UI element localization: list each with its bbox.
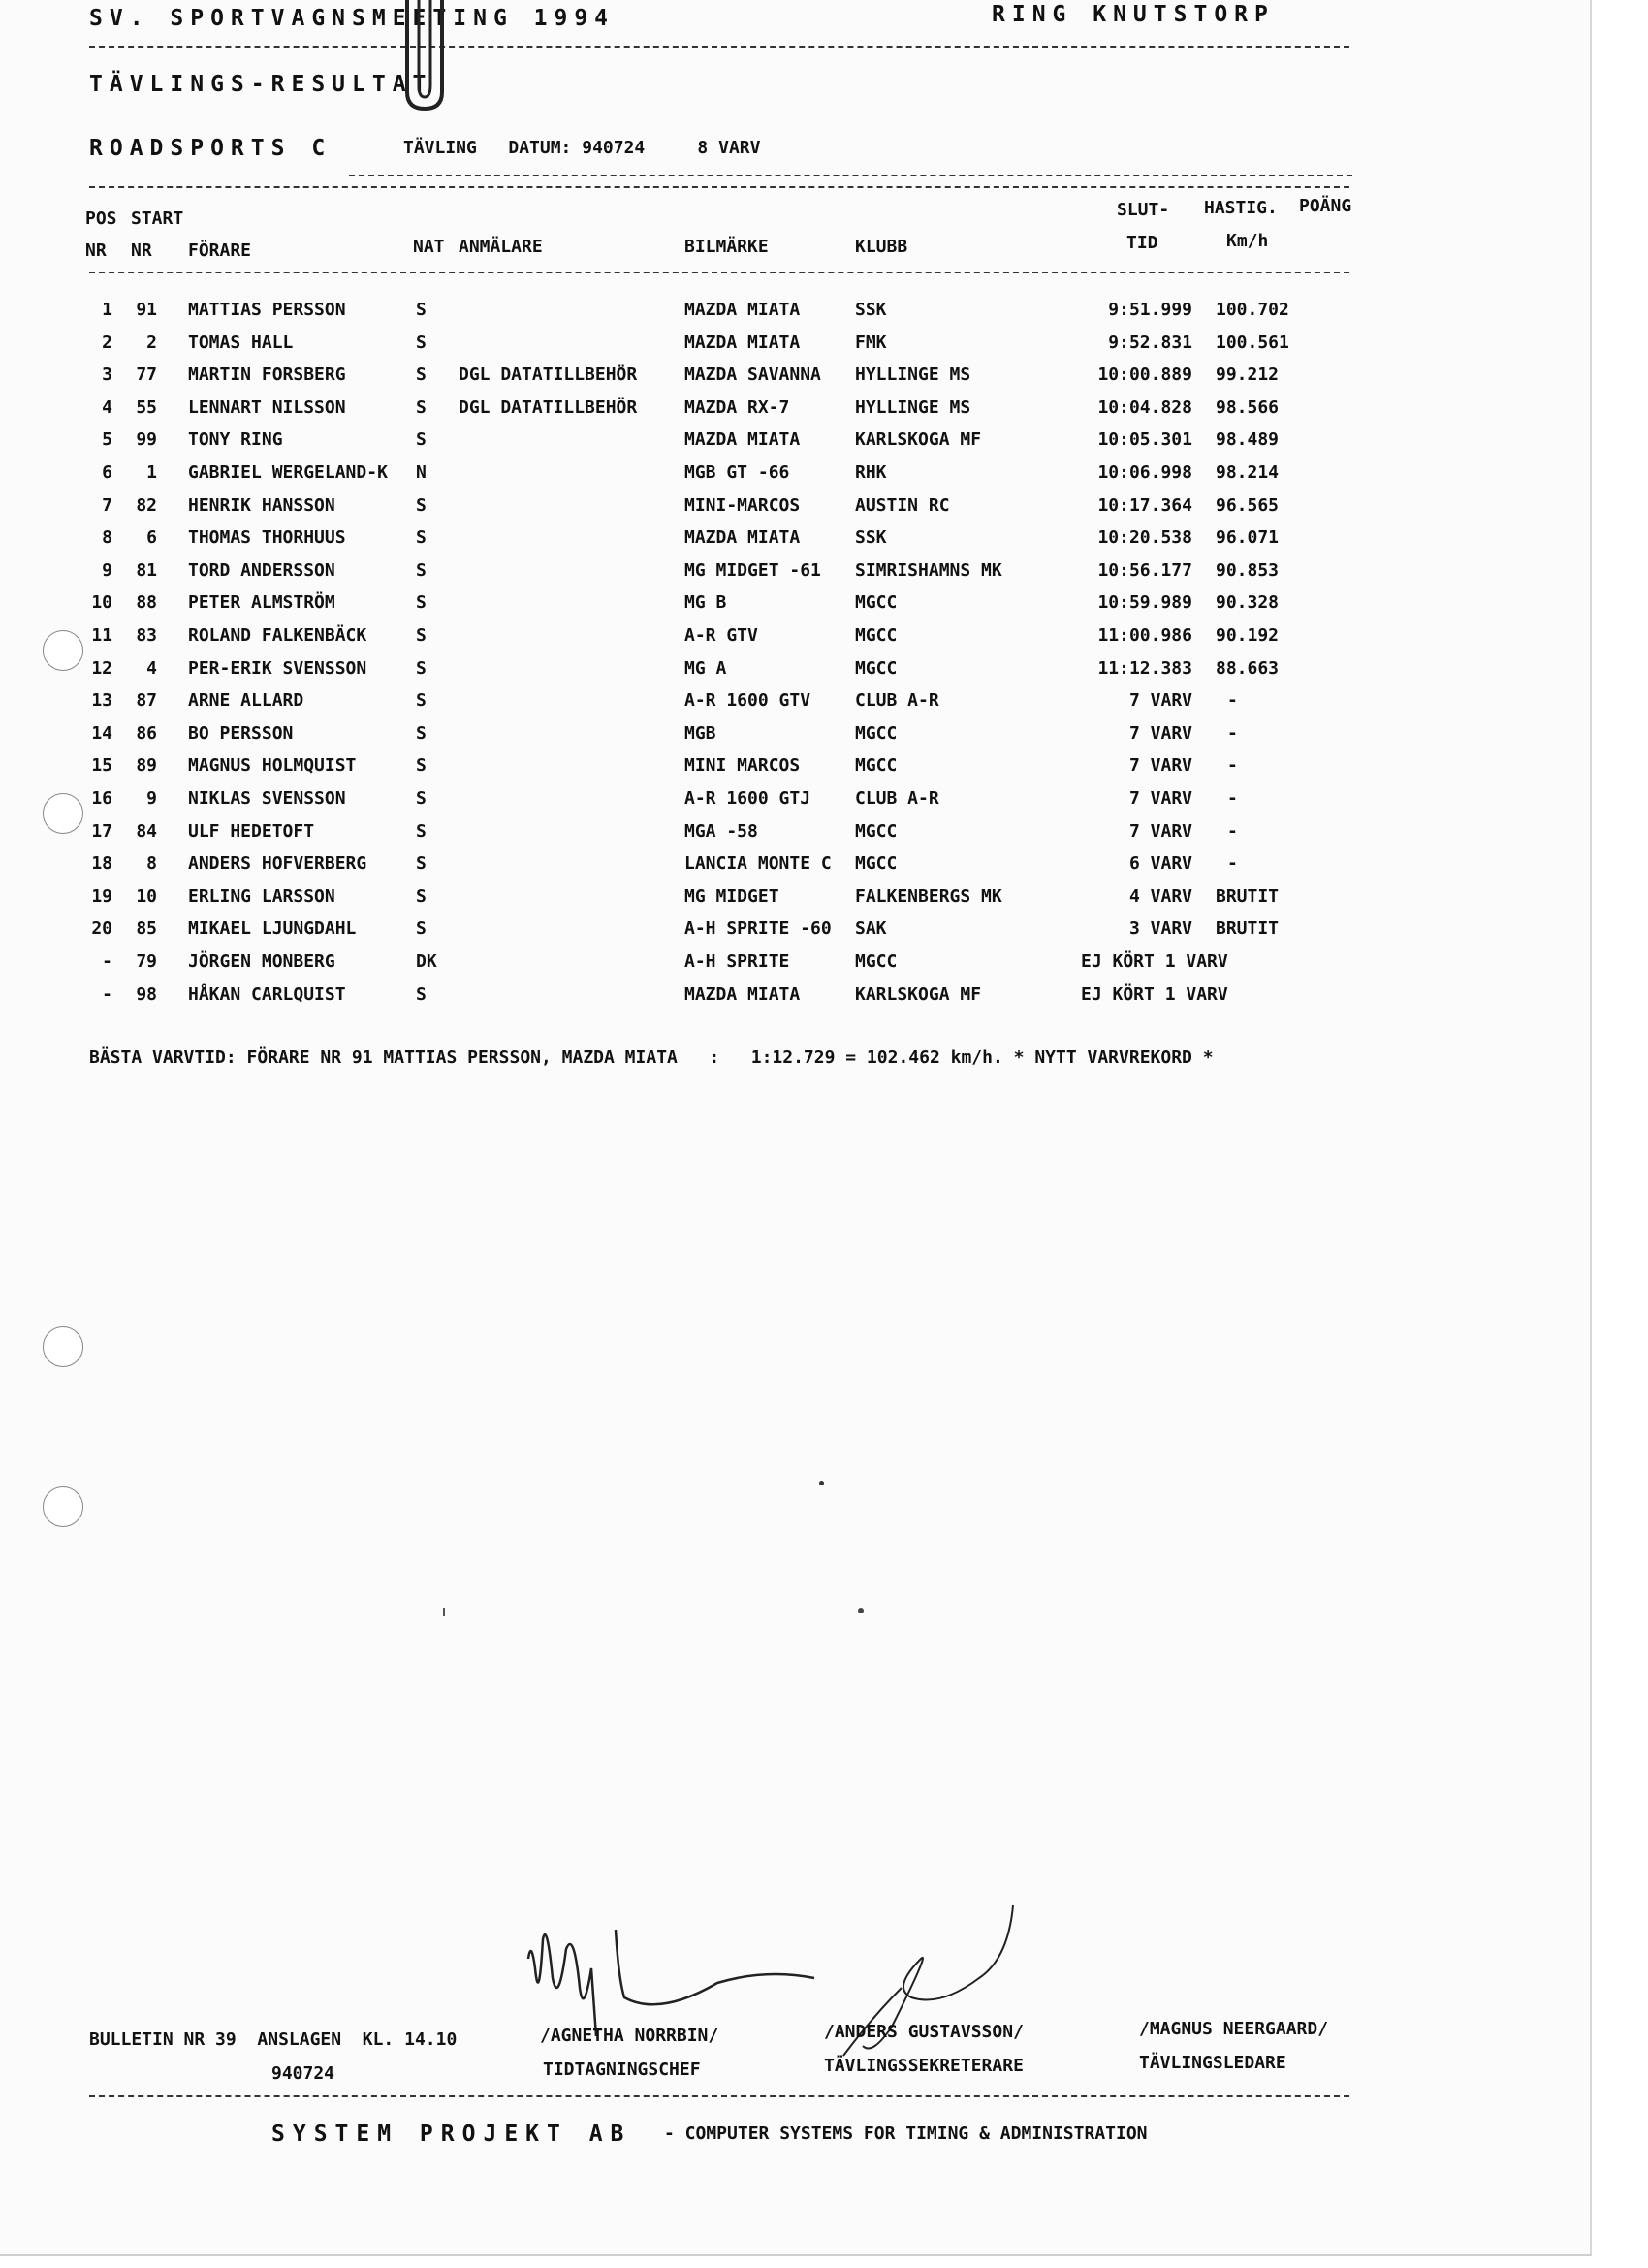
cell-pos: 5 [102, 430, 112, 451]
col-driver: FÖRARE [188, 240, 252, 261]
cell-pos: - [102, 951, 112, 972]
cell-driver: TONY RING [188, 430, 283, 451]
event-title: SV. SPORTVAGNSMEETING 1994 [89, 6, 616, 31]
cell-start: 8 [146, 853, 157, 875]
cell-speed: BRUTIT [1216, 918, 1280, 940]
cell-pos: 10 [91, 592, 112, 614]
signatory-2-title: TÄVLINGSSEKRETERARE [824, 2056, 1024, 2076]
cell-pos: 12 [91, 657, 112, 679]
cell-car: MG B [684, 592, 727, 614]
cell-nat: S [416, 495, 427, 516]
cell-car: MGA -58 [684, 820, 758, 842]
cell-pos: 8 [102, 527, 112, 549]
col-time-top: SLUT- [1117, 200, 1170, 220]
cell-driver: THOMAS THORHUUS [188, 527, 346, 549]
cell-time: 4 VARV [1128, 885, 1192, 907]
table-row [0, 788, 1454, 819]
cell-club: MGCC [855, 625, 898, 646]
cell-pos: 1 [102, 300, 112, 320]
cell-start: 77 [136, 365, 157, 386]
cell-speed: 98.214 [1216, 463, 1280, 483]
cell-start: 85 [136, 918, 157, 940]
speck [858, 1608, 864, 1613]
table-row [0, 495, 1454, 527]
cell-start: 10 [136, 885, 157, 907]
cell-club: KARLSKOGA MF [855, 983, 982, 1005]
cell-time: 10:04.828 [1097, 397, 1192, 418]
cell-club: FMK [855, 332, 887, 353]
col-start-top: START [131, 208, 184, 229]
cell-driver: ULF HEDETOFT [188, 820, 315, 842]
cell-time: 7 VARV [1128, 755, 1192, 777]
table-row [0, 690, 1454, 721]
cell-time: 10:20.538 [1097, 527, 1192, 549]
cell-driver: MIKAEL LJUNGDAHL [188, 918, 357, 940]
divider [89, 186, 1349, 188]
table-row [0, 755, 1454, 786]
cell-club: MGCC [855, 853, 898, 875]
cell-time: EJ KÖRT 1 VARV [1081, 983, 1228, 1005]
cell-speed: 98.489 [1216, 430, 1280, 451]
cell-club: CLUB A-R [855, 690, 939, 712]
col-pos-top: POS [85, 208, 117, 229]
cell-nat: S [416, 755, 427, 777]
cell-driver: MAGNUS HOLMQUIST [188, 755, 357, 777]
cell-speed: 96.071 [1216, 527, 1280, 549]
table-row [0, 398, 1454, 429]
cell-car: MAZDA MIATA [684, 983, 801, 1005]
cell-club: SAK [855, 918, 887, 940]
cell-speed: - [1227, 853, 1238, 875]
cell-start: 2 [146, 332, 157, 353]
col-entrant: ANMÄLARE [459, 237, 543, 257]
cell-nat: S [416, 983, 427, 1005]
cell-start: 79 [136, 951, 157, 972]
table-row [0, 658, 1454, 689]
table-row [0, 430, 1454, 461]
table-row [0, 951, 1454, 982]
cell-start: 55 [136, 397, 157, 418]
cell-start: 84 [136, 820, 157, 842]
cell-club: MGCC [855, 820, 898, 842]
cell-time: 11:12.383 [1097, 657, 1192, 679]
cell-club: MGCC [855, 657, 898, 679]
table-row [0, 886, 1454, 917]
cell-pos: - [102, 983, 112, 1005]
company-tagline: - COMPUTER SYSTEMS FOR TIMING & ADMINISTRATION [664, 2124, 1148, 2144]
cell-start: 81 [136, 559, 157, 581]
cell-pos: 17 [91, 820, 112, 842]
table-row [0, 365, 1454, 396]
cell-driver: NIKLAS SVENSSON [188, 788, 346, 809]
signatory-3-name: /MAGNUS NEERGAARD/ [1139, 2019, 1329, 2039]
cell-club: HYLLINGE MS [855, 365, 971, 386]
cell-speed: 90.192 [1216, 625, 1280, 646]
table-row [0, 723, 1454, 754]
cell-speed: - [1227, 755, 1238, 777]
col-points: POÄNG [1299, 196, 1352, 216]
cell-car: A-H SPRITE -60 [684, 918, 832, 940]
cell-nat: S [416, 820, 427, 842]
cell-driver: GABRIEL WERGELAND-K [188, 463, 388, 483]
cell-entrant: DGL DATATILLBEHÖR [459, 365, 638, 386]
cell-speed: - [1227, 820, 1238, 842]
cell-club: CLUB A-R [855, 788, 939, 809]
cell-nat: S [416, 885, 427, 907]
cell-time: 3 VARV [1128, 918, 1192, 940]
cell-car: MAZDA MIATA [684, 527, 801, 549]
cell-car: MAZDA MIATA [684, 430, 801, 451]
cell-start: 83 [136, 625, 157, 646]
cell-time: 10:05.301 [1097, 430, 1192, 451]
col-speed-bottom: Km/h [1226, 231, 1269, 251]
cell-start: 89 [136, 755, 157, 777]
cell-club: KARLSKOGA MF [855, 430, 982, 451]
cell-speed: 90.328 [1216, 592, 1280, 614]
cell-driver: ARNE ALLARD [188, 690, 304, 712]
cell-car: MAZDA MIATA [684, 332, 801, 353]
cell-car: MAZDA MIATA [684, 300, 801, 320]
cell-driver: MATTIAS PERSSON [188, 300, 346, 320]
cell-car: MAZDA SAVANNA [684, 365, 821, 386]
cell-car: MGB GT -66 [684, 463, 790, 483]
cell-time: 9:52.831 [1108, 332, 1192, 353]
cell-club: RHK [855, 463, 887, 483]
cell-start: 87 [136, 690, 157, 712]
cell-nat: S [416, 300, 427, 320]
table-row [0, 560, 1454, 591]
cell-entrant: DGL DATATILLBEHÖR [459, 397, 638, 418]
cell-club: SSK [855, 300, 887, 320]
cell-car: A-R 1600 GTJ [684, 788, 811, 809]
cell-pos: 13 [91, 690, 112, 712]
bulletin-date: 940724 [271, 2063, 335, 2084]
race-info: TÄVLING DATUM: 940724 8 VARV [403, 138, 761, 158]
table-row [0, 527, 1454, 559]
cell-driver: HÅKAN CARLQUIST [188, 983, 346, 1005]
cell-driver: ROLAND FALKENBÄCK [188, 625, 367, 646]
cell-pos: 16 [91, 788, 112, 809]
cell-nat: S [416, 397, 427, 418]
cell-club: SIMRISHAMNS MK [855, 559, 1002, 581]
col-start-bottom: NR [131, 240, 152, 261]
cell-nat: S [416, 657, 427, 679]
signatory-1-title: TIDTAGNINGSCHEF [543, 2060, 701, 2080]
table-row [0, 984, 1454, 1015]
paper-clip-icon [397, 0, 465, 112]
cell-nat: S [416, 332, 427, 353]
cell-time: 10:56.177 [1097, 559, 1192, 581]
signatory-2-name: /ANDERS GUSTAVSSON/ [824, 2022, 1024, 2042]
cell-driver: MARTIN FORSBERG [188, 365, 346, 386]
cell-pos: 7 [102, 495, 112, 516]
cell-car: MINI-MARCOS [684, 495, 801, 516]
cell-speed: 96.565 [1216, 495, 1280, 516]
cell-speed: 88.663 [1216, 657, 1280, 679]
table-row [0, 300, 1454, 331]
cell-nat: S [416, 722, 427, 744]
cell-car: MGB [684, 722, 716, 744]
col-nat: NAT [413, 237, 445, 257]
cell-car: A-R GTV [684, 625, 758, 646]
cell-time: 11:00.986 [1097, 625, 1192, 646]
cell-speed: BRUTIT [1216, 885, 1280, 907]
cell-club: MGCC [855, 755, 898, 777]
col-pos-bottom: NR [85, 240, 107, 261]
cell-club: MGCC [855, 592, 898, 614]
cell-time: 7 VARV [1128, 788, 1192, 809]
cell-nat: S [416, 527, 427, 549]
cell-club: SSK [855, 527, 887, 549]
cell-nat: DK [416, 951, 437, 972]
cell-car: A-R 1600 GTV [684, 690, 811, 712]
binder-hole [43, 1486, 83, 1527]
table-row [0, 918, 1454, 949]
cell-car: MG MIDGET -61 [684, 559, 821, 581]
signatory-3-title: TÄVLINGSLEDARE [1139, 2053, 1286, 2073]
cell-club: AUSTIN RC [855, 495, 950, 516]
cell-driver: LENNART NILSSON [188, 397, 346, 418]
cell-driver: ERLING LARSSON [188, 885, 335, 907]
col-time-bottom: TID [1126, 233, 1158, 253]
cell-start: 98 [136, 983, 157, 1005]
cell-nat: S [416, 430, 427, 451]
cell-nat: S [416, 690, 427, 712]
cell-speed: - [1227, 690, 1238, 712]
cell-driver: TOMAS HALL [188, 332, 294, 353]
company-name: SYSTEM PROJEKT AB [271, 2122, 632, 2147]
cell-start: 86 [136, 722, 157, 744]
table-row [0, 821, 1454, 852]
cell-speed: 99.212 [1216, 365, 1280, 386]
cell-start: 82 [136, 495, 157, 516]
cell-club: FALKENBERGS MK [855, 885, 1002, 907]
signatory-1-name: /AGNETHA NORRBIN/ [540, 2026, 719, 2046]
binder-hole [43, 1326, 83, 1367]
cell-start: 6 [146, 527, 157, 549]
speck [443, 1608, 445, 1616]
cell-driver: TORD ANDERSSON [188, 559, 335, 581]
table-row [0, 625, 1454, 656]
cell-speed: - [1227, 722, 1238, 744]
cell-time: 9:51.999 [1108, 300, 1192, 320]
cell-time: 10:59.989 [1097, 592, 1192, 614]
cell-nat: S [416, 625, 427, 646]
table-row [0, 592, 1454, 623]
divider [89, 46, 1349, 48]
cell-start: 9 [146, 788, 157, 809]
cell-speed: 100.702 [1216, 300, 1289, 320]
cell-speed: 90.853 [1216, 559, 1280, 581]
cell-driver: PETER ALMSTRÖM [188, 592, 335, 614]
cell-start: 1 [146, 463, 157, 483]
cell-car: MG A [684, 657, 727, 679]
cell-time: EJ KÖRT 1 VARV [1081, 951, 1228, 972]
table-row [0, 463, 1454, 494]
divider [89, 2095, 1349, 2097]
cell-nat: N [416, 463, 427, 483]
cell-nat: S [416, 365, 427, 386]
cell-start: 91 [136, 300, 157, 320]
cell-driver: ANDERS HOFVERBERG [188, 853, 367, 875]
col-club: KLUBB [855, 237, 908, 257]
cell-pos: 18 [91, 853, 112, 875]
cell-pos: 20 [91, 918, 112, 940]
divider [349, 175, 1352, 176]
cell-nat: S [416, 592, 427, 614]
cell-club: MGCC [855, 951, 898, 972]
cell-start: 4 [146, 657, 157, 679]
best-lap: BÄSTA VARVTID: FÖRARE NR 91 MATTIAS PERSSON, MAZDA MIATA : 1:12.729 = 102.462 km/h. * NYTT VARVREKORD * [89, 1047, 1214, 1068]
cell-club: HYLLINGE MS [855, 397, 971, 418]
cell-pos: 6 [102, 463, 112, 483]
cell-car: MAZDA RX-7 [684, 397, 790, 418]
cell-nat: S [416, 918, 427, 940]
bulletin: BULLETIN NR 39 ANSLAGEN KL. 14.10 [89, 2029, 458, 2050]
cell-speed: 100.561 [1216, 332, 1289, 353]
cell-club: MGCC [855, 722, 898, 744]
cell-driver: BO PERSSON [188, 722, 294, 744]
cell-nat: S [416, 559, 427, 581]
col-car: BILMÄRKE [684, 237, 769, 257]
col-speed-top: HASTIG. [1204, 198, 1278, 218]
cell-pos: 15 [91, 755, 112, 777]
speck [819, 1481, 824, 1485]
cell-driver: JÖRGEN MONBERG [188, 951, 335, 972]
cell-pos: 11 [91, 625, 112, 646]
cell-pos: 3 [102, 365, 112, 386]
cell-speed: - [1227, 788, 1238, 809]
cell-pos: 19 [91, 885, 112, 907]
cell-car: LANCIA MONTE C [684, 853, 832, 875]
cell-start: 99 [136, 430, 157, 451]
table-row [0, 333, 1454, 364]
cell-pos: 4 [102, 397, 112, 418]
cell-time: 6 VARV [1128, 853, 1192, 875]
cell-car: A-H SPRITE [684, 951, 790, 972]
cell-time: 7 VARV [1128, 690, 1192, 712]
class-name: ROADSPORTS C [89, 136, 333, 161]
cell-car: MG MIDGET [684, 885, 779, 907]
cell-time: 10:06.998 [1097, 463, 1192, 483]
cell-start: 88 [136, 592, 157, 614]
cell-nat: S [416, 788, 427, 809]
cell-time: 10:17.364 [1097, 495, 1192, 516]
cell-time: 7 VARV [1128, 722, 1192, 744]
cell-pos: 14 [91, 722, 112, 744]
divider [89, 272, 1349, 273]
cell-car: MINI MARCOS [684, 755, 801, 777]
cell-pos: 9 [102, 559, 112, 581]
cell-driver: HENRIK HANSSON [188, 495, 335, 516]
document-type: TÄVLINGS-RESULTAT [89, 72, 433, 97]
table-row [0, 853, 1454, 884]
cell-speed: 98.566 [1216, 397, 1280, 418]
cell-time: 10:00.889 [1097, 365, 1192, 386]
cell-time: 7 VARV [1128, 820, 1192, 842]
cell-driver: PER-ERIK SVENSSON [188, 657, 367, 679]
venue: RING KNUTSTORP [992, 2, 1275, 27]
cell-pos: 2 [102, 332, 112, 353]
cell-nat: S [416, 853, 427, 875]
